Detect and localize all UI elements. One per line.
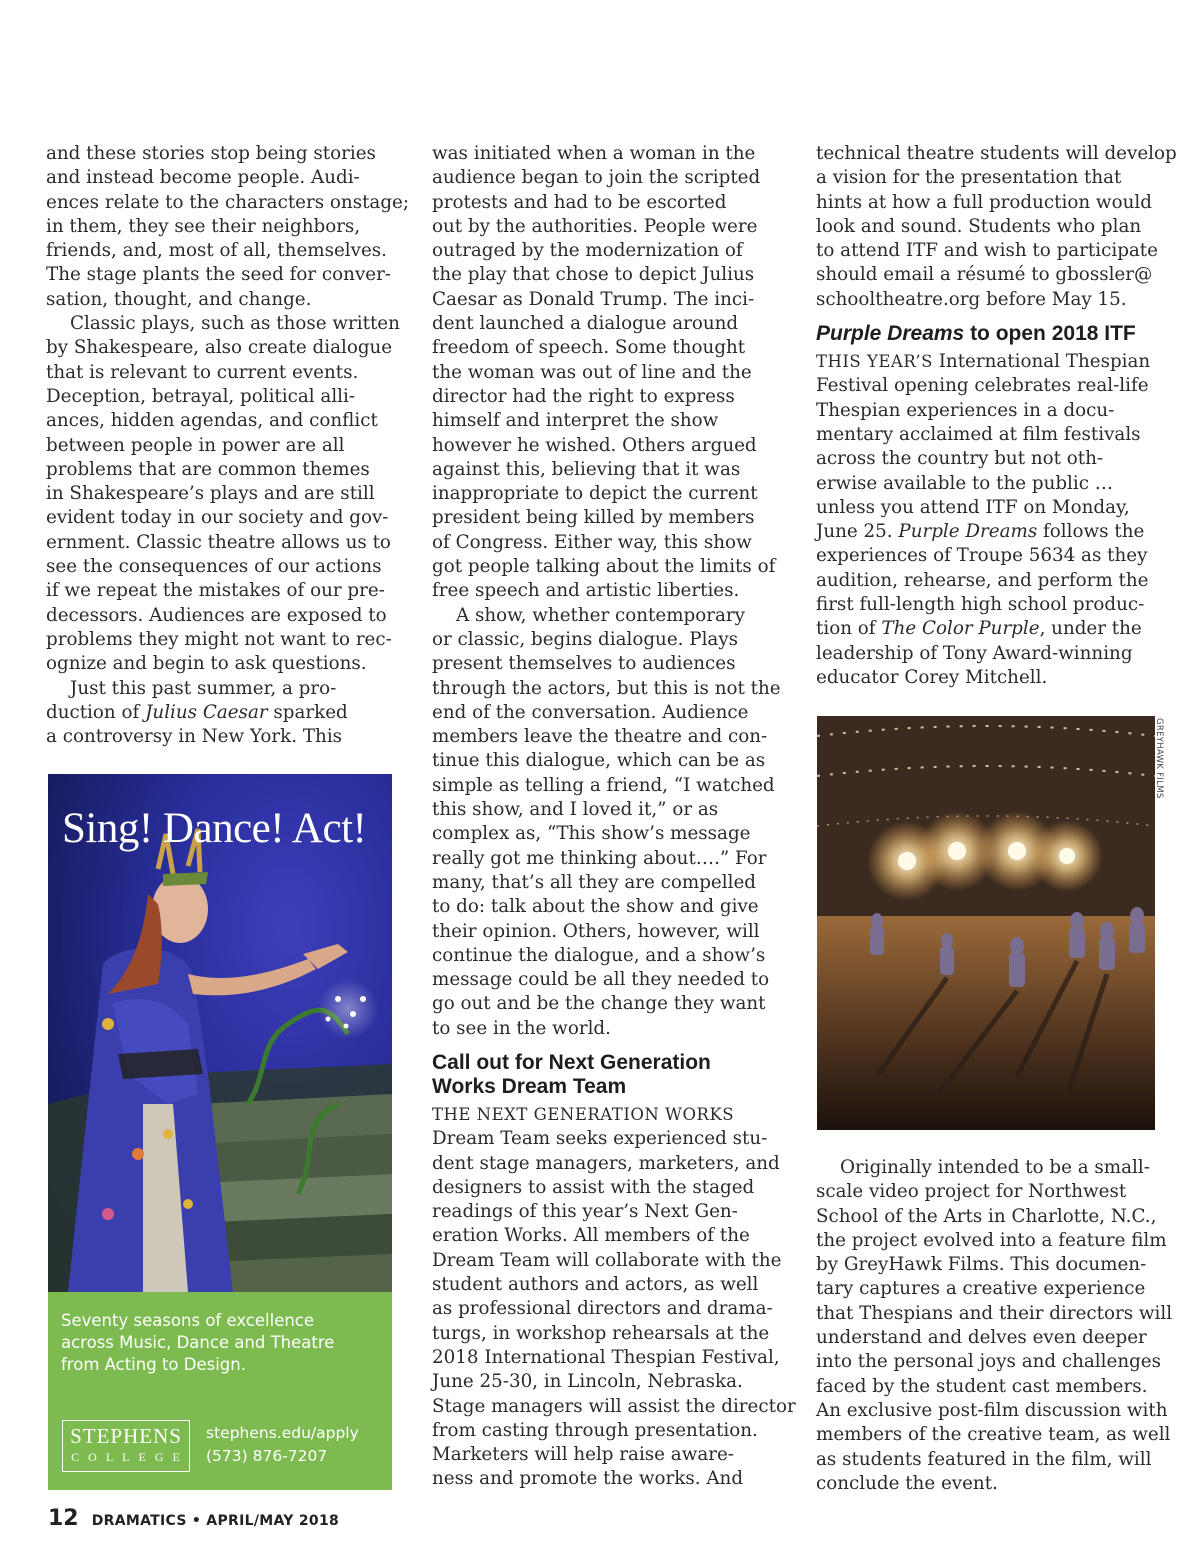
text-line: The stage plants the seed for conver- [46,264,392,286]
text-line: tary captures a creative experience [816,1278,1146,1300]
text-run: International Thespian [932,351,1151,373]
ad-url-link[interactable]: stephens.edu/apply [206,1424,359,1442]
text-run: duction of [46,701,146,723]
text-line: director had the right to express [432,385,735,407]
text-line: and these stories stop being stories [46,143,376,164]
text-line: Dream Team will collaborate with the [432,1249,782,1271]
text-line: ognize and begin to ask questions. [46,653,367,675]
text-line: end of the conversation. Audience [432,701,749,723]
photo-credit-text: GREYHAWK FILMS [1154,718,1164,799]
text-line: the woman was out of line and the [432,361,752,383]
text-line: hints at how a full production would [816,191,1152,213]
text-line: A show, whether contemporary [456,604,745,626]
text-line: problems that are common themes [46,458,370,480]
text-line: by GreyHawk Films. This documen- [816,1254,1147,1276]
text-line: unless you attend ITF on Monday, [816,496,1130,518]
text-line: across the country but not oth- [816,448,1104,470]
text-line: a vision for the presentation that [816,167,1122,189]
text-line: as professional directors and drama- [432,1298,773,1320]
text-line: leadership of Tony Award-winning [816,642,1133,664]
text-line: Caesar as Donald Trump. The inci- [432,288,755,310]
text-line: present themselves to audiences [432,653,736,675]
text-run: June 25. [816,521,899,543]
text-line: the play that chose to depict Julius [432,264,755,286]
paragraph [816,142,1177,312]
text-line: himself and interpret the show [432,410,719,432]
logo-line: COLLEGE [71,1450,189,1464]
text-line: and instead become people. Audi- [46,167,360,189]
text-line: free speech and artistic liberties. [432,580,740,602]
paragraph [432,1103,796,1492]
text-line: members leave the theatre and con- [432,726,768,748]
text-line: president being killed by members [432,507,755,529]
text-line: problems they might not want to rec- [46,628,392,650]
text-line: evident today in our society and gov- [46,507,389,529]
text-line: technical theatre students will develop [816,143,1177,164]
text-line: 2018 International Thespian Festival, [432,1346,780,1368]
text-line: readings of this year’s Next Gen- [432,1201,738,1223]
text-line: scale video project for Northwest [816,1181,1127,1203]
text-run: follows the [1037,521,1145,543]
text-line: to attend ITF and wish to participate [816,240,1158,262]
paragraph [432,604,781,1041]
text-line: the project evolved into a feature film [816,1229,1167,1251]
text-line: should email a résumé to gbossler@ [816,264,1153,286]
text-line: conclude the event. [816,1472,998,1494]
text-line: An exclusive post-film discussion with [816,1399,1168,1421]
text-line: tinue this dialogue, which can be as [432,750,766,772]
text-line: to do: talk about the show and give [432,896,759,918]
text-line: see the consequences of our actions [46,556,382,578]
page-footer [48,1506,339,1531]
text-line [816,520,1161,544]
article-column-3 [816,142,1177,690]
text-line: friends, and, most of all, themselves. [46,240,387,262]
text-line [816,350,1161,374]
text-line: ances, hidden agendas, and conflict [46,410,378,432]
text-line: to see in the world. [432,1017,611,1039]
film-title: Purple Dreams [898,521,1038,543]
text-line: audience began to join the scripted [432,167,761,189]
film-title: Purple Dreams [816,322,965,346]
text-line: dent stage managers, marketers, and [432,1152,780,1174]
page-number: 12 [48,1506,79,1531]
text-line: that Thespians and their directors will [816,1302,1173,1324]
text-line: Dream Team seeks experienced stu- [432,1128,768,1150]
tagline-line: from Acting to Design. [61,1355,246,1374]
heading-text: to open 2018 ITF [964,322,1136,346]
text-line [816,617,1161,641]
paragraph [816,350,1161,690]
text-line: faced by the student cast members. [816,1375,1148,1397]
text-line: really got me thinking about….” For [432,847,767,869]
stephens-college-logo[interactable] [62,1420,190,1472]
text-line: as students featured in the film, will [816,1448,1152,1470]
text-line: between people in power are all [46,434,345,456]
ad-phone-number[interactable]: (573) 876-7207 [206,1447,328,1465]
text-line: many, that’s all they are compelled [432,871,756,893]
text-line: dent launched a dialogue around [432,313,739,335]
photo-credit [1150,716,1170,806]
text-line: protests and had to be escorted [432,191,727,213]
text-line [46,701,391,725]
text-run: sparked [267,701,348,723]
text-line: simple as telling a friend, “I watched [432,774,775,796]
text-line: decessors. Audiences are exposed to [46,604,387,626]
text-line: in Shakespeare’s plays and are still [46,483,375,505]
heading-line: Call out for Next Generation [432,1050,711,1074]
ad-headline: Sing! Dance! Act! [62,805,367,852]
text-line: turgs, in workshop rehearsals at the [432,1322,770,1344]
text-line: student authors and actors, as well [432,1274,759,1296]
text-line: first full-length high school produc- [816,594,1145,616]
text-line: go out and be the change they want [432,993,766,1015]
text-line: or classic, begins dialogue. Plays [432,628,739,650]
text-line: however he wished. Others argued [432,434,757,456]
text-line: members of the creative team, as well [816,1424,1171,1446]
article-column-2 [432,142,796,1492]
article-column-1 [46,142,410,749]
text-line: educator Corey Mitchell. [816,666,1048,688]
text-line: into the personal joys and challenges [816,1351,1161,1373]
play-title: Julius Caesar [145,701,268,723]
magazine-issue: DRAMATICS • APRIL/MAY 2018 [91,1513,340,1529]
lead-in: THE NEXT GENERATION WORKS [432,1104,735,1124]
text-line: their opinion. Others, however, will [432,920,760,942]
stephens-college-ad[interactable] [48,774,392,1490]
text-line: mentary acclaimed at film festivals [816,423,1141,445]
text-line: inappropriate to depict the current [432,483,758,505]
text-line: Marketers will help raise aware- [432,1444,734,1466]
paragraph [46,312,400,676]
text-run: tion of [816,618,882,640]
stage-illustration [817,716,1155,1130]
text-line: in them, they see their neighbors, [46,215,361,237]
text-line: look and sound. Students who plan [816,215,1142,237]
text-line: that is relevant to current events. [46,361,359,383]
text-line: through the actors, but this is not the [432,677,781,699]
text-line: Stage managers will assist the director [432,1395,796,1417]
text-line: erwise available to the public … [816,472,1114,494]
text-line: a controversy in New York. This [46,726,343,748]
tagline-line: across Music, Dance and Theatre [61,1333,335,1352]
text-line: June 25-30, in Lincoln, Nebraska. [432,1371,743,1393]
text-line: Deception, betrayal, political alli- [46,385,356,407]
text-line: experiences of Troupe 5634 as they [816,545,1148,567]
text-line: by Shakespeare, also create dialogue [46,337,393,359]
text-line: sation, thought, and change. [46,288,312,310]
section-heading [816,322,1161,346]
text-line: if we repeat the mistakes of our pre- [46,580,385,602]
text-line: School of the Arts in Charlotte, N.C., [816,1205,1157,1227]
text-line: understand and delves even deeper [816,1327,1147,1349]
text-line: schooltheatre.org before May 15. [816,288,1127,310]
text-line: outraged by the modernization of [432,240,743,262]
text-line: got people talking about the limits of [432,556,776,578]
text-line: from casting through presentation. [432,1419,758,1441]
lead-in: THIS YEAR’S [816,352,933,372]
text-line: complex as, “This show’s message [432,823,751,845]
text-line: out by the authorities. People were [432,215,758,237]
text-line: of Congress. Either way, this show [432,531,752,553]
text-line: audition, rehearse, and perform the [816,569,1149,591]
text-line: against this, believing that it was [432,458,741,480]
text-line: Just this past summer, a pro- [70,677,337,699]
text-line: message could be all they needed to [432,969,770,991]
ad-photo [48,774,392,1292]
text-line: ness and promote the works. And [432,1468,744,1490]
paragraph [46,142,410,312]
text-line: Classic plays, such as those written [70,313,400,335]
text-line: Originally intended to be a small- [840,1157,1150,1178]
text-line: eration Works. All members of the [432,1225,750,1247]
text-run: , under the [1039,618,1142,640]
logo-line: STEPHENS [70,1424,182,1448]
ad-info-panel [48,1292,392,1490]
text-line: ences relate to the characters onstage; [46,191,410,213]
paragraph [46,677,391,750]
text-line: was initiated when a woman in the [432,143,756,164]
paragraph [816,1156,1173,1496]
paragraph [432,142,777,604]
tagline-line: Seventy seasons of excellence [61,1311,315,1330]
text-line: this show, and I loved it,” or as [432,799,719,821]
section-heading [432,1051,777,1099]
text-line: designers to assist with the staged [432,1176,755,1198]
article-column-3-lower [816,1156,1173,1496]
play-title: The Color Purple [881,618,1040,640]
text-line: freedom of speech. Some thought [432,337,746,359]
text-line: Thespian experiences in a docu- [816,399,1115,421]
text-line: Festival opening celebrates real-life [816,375,1149,397]
text-line: ernment. Classic theatre allows us to [46,531,391,553]
heading-line: Works Dream Team [432,1074,627,1098]
text-line: continue the dialogue, and a show’s [432,944,766,966]
stage-dance-photo [817,716,1155,1130]
ad-tagline [61,1310,381,1376]
